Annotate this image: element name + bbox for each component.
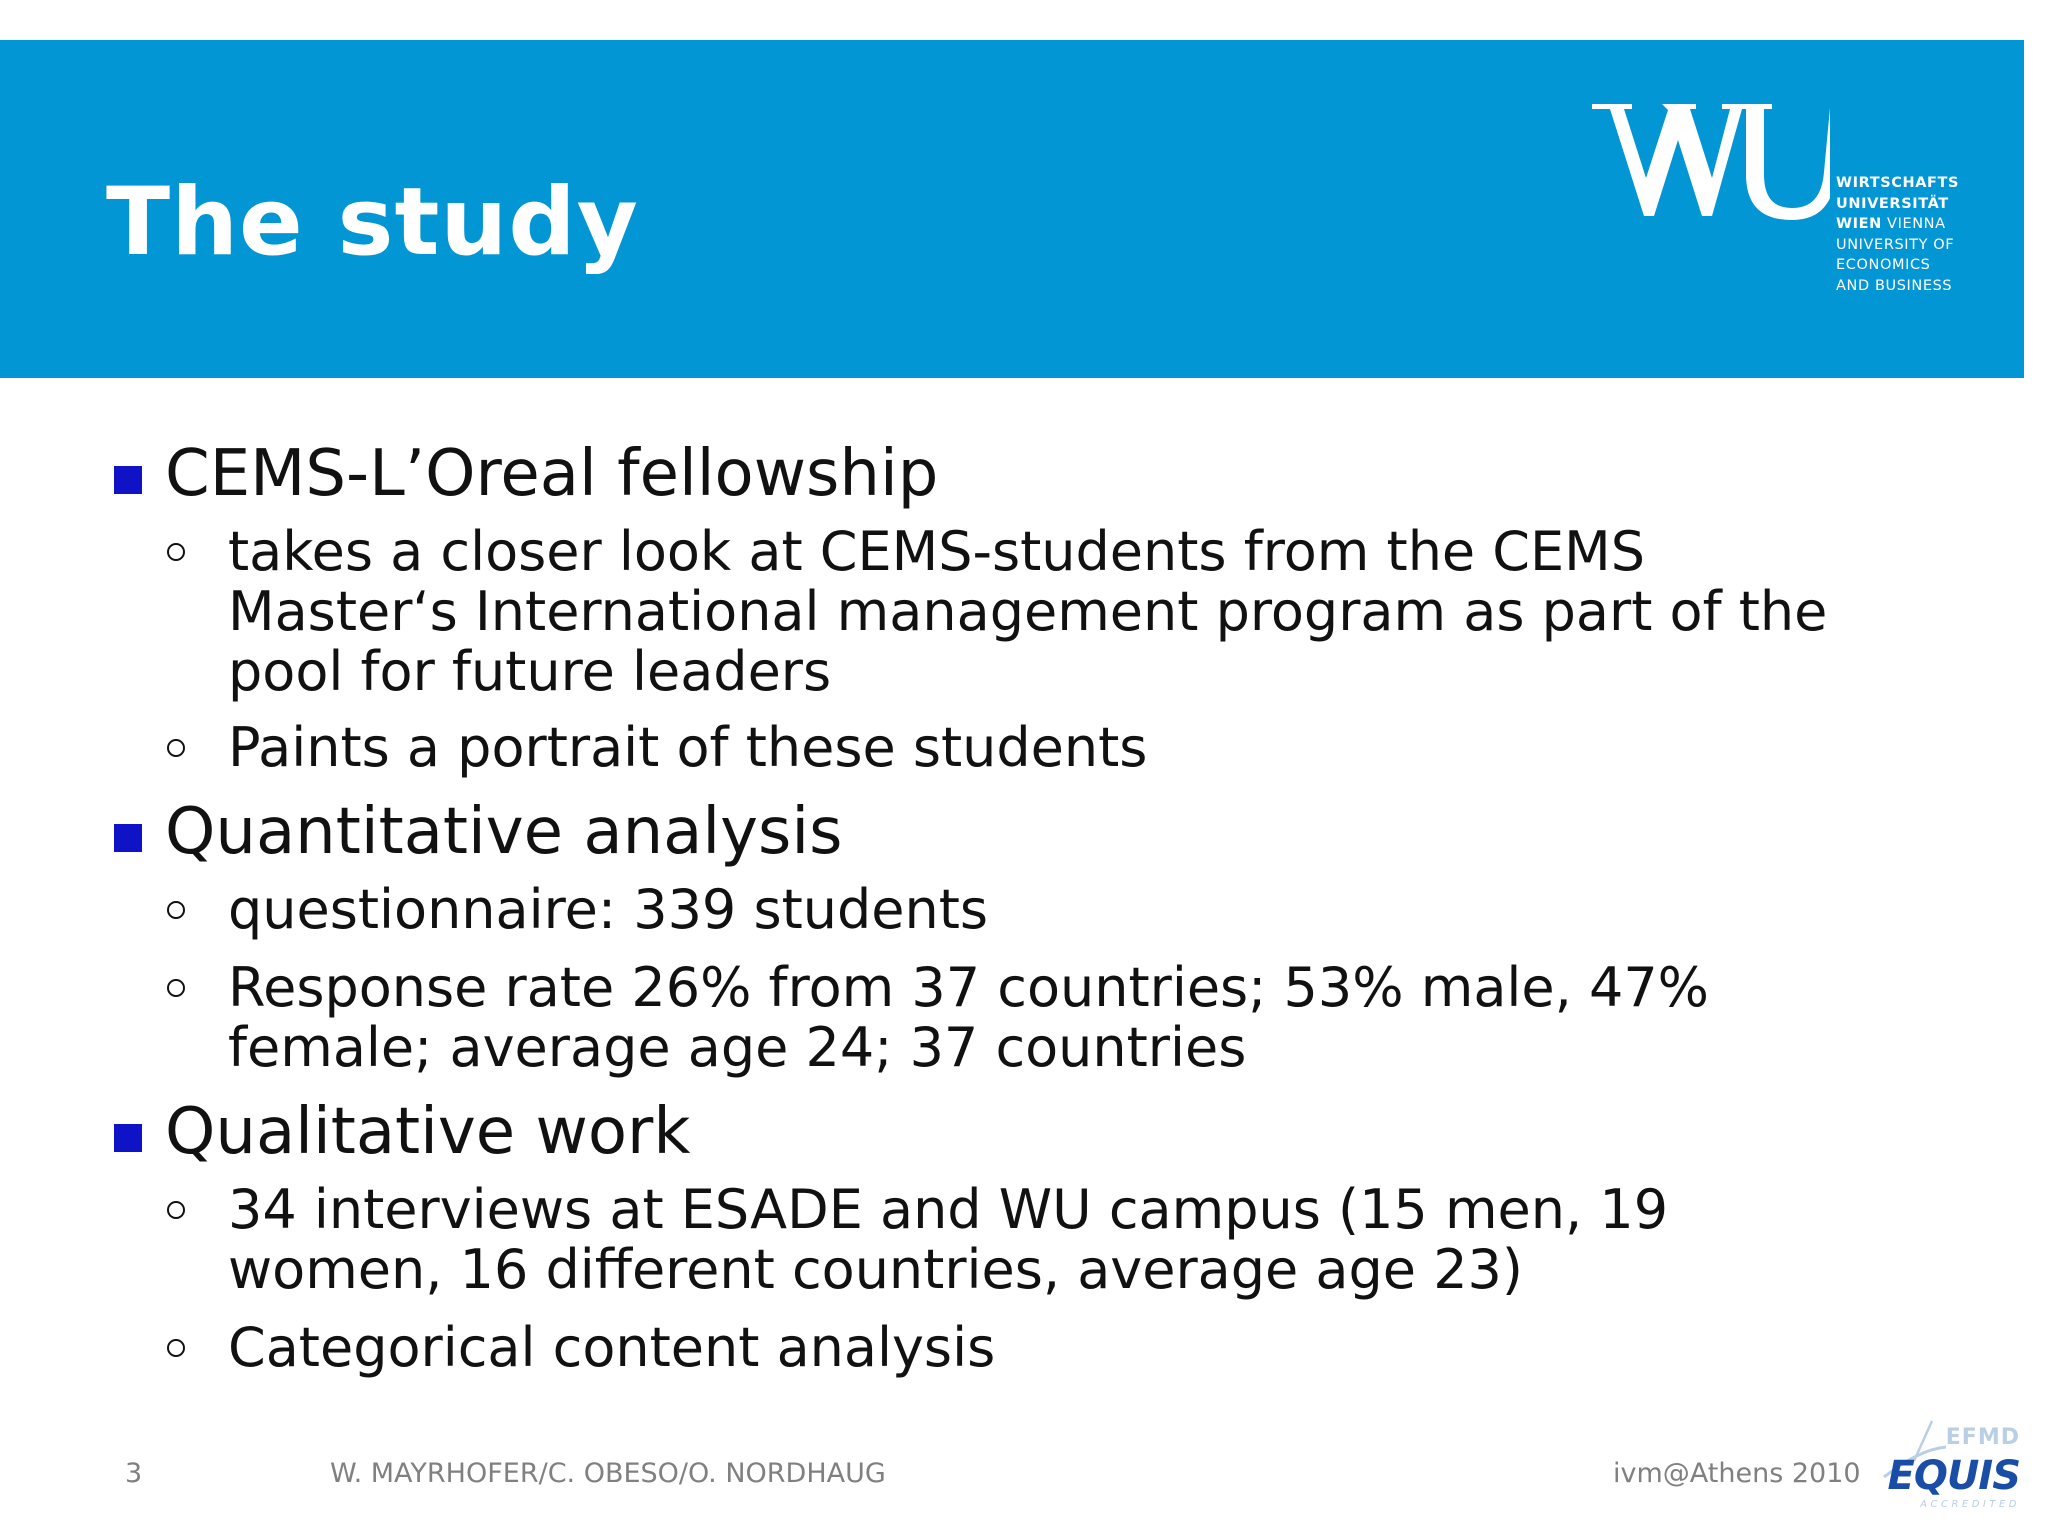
square-bullet-icon xyxy=(114,1124,142,1152)
bullet-item: 34 interviews at ESADE and WU campus (15 men, 19 women, 16 different countries, average age 23) xyxy=(228,1180,1788,1300)
bullet-heading-fellowship: CEMS-L’Oreal fellowship xyxy=(165,442,938,506)
circle-bullet-icon xyxy=(167,1201,185,1219)
circle-bullet-icon xyxy=(167,979,185,997)
circle-bullet-icon xyxy=(167,901,185,919)
square-bullet-icon xyxy=(114,824,142,852)
circle-bullet-icon xyxy=(167,739,185,757)
bullet-item: Response rate 26% from 37 countries; 53% male, 47% female; average age 24; 37 countries xyxy=(228,958,1788,1078)
footer-authors: W. MAYRHOFER/C. OBESO/O. NORDHAUG xyxy=(330,1458,886,1489)
page-number: 3 xyxy=(125,1458,143,1489)
bullet-item: questionnaire: 339 students xyxy=(228,880,1888,940)
circle-bullet-icon xyxy=(167,543,185,561)
circle-bullet-icon xyxy=(167,1339,185,1357)
bullet-item: Categorical content analysis xyxy=(228,1318,1888,1378)
bullet-item: takes a closer look at CEMS-students from the CEMS Master‘s International management program as part of the pool for future leaders xyxy=(228,522,1888,702)
footer-event: ivm@Athens 2010 xyxy=(1613,1458,1861,1489)
bullet-heading-quantitative: Quantitative analysis xyxy=(165,800,843,864)
square-bullet-icon xyxy=(114,466,142,494)
bullet-heading-qualitative: Qualitative work xyxy=(165,1100,690,1164)
slide-title: The study xyxy=(106,168,639,277)
bullet-item: Paints a portrait of these students xyxy=(228,718,1888,778)
wu-logo-text: WIRTSCHAFTS UNIVERSITÄT WIEN VIENNA UNIVERSITY OF ECONOMICS AND BUSINESS xyxy=(1836,175,1960,294)
equis-accreditation-logo: EFMD EQUIS ACCREDITED xyxy=(1878,1405,2028,1515)
